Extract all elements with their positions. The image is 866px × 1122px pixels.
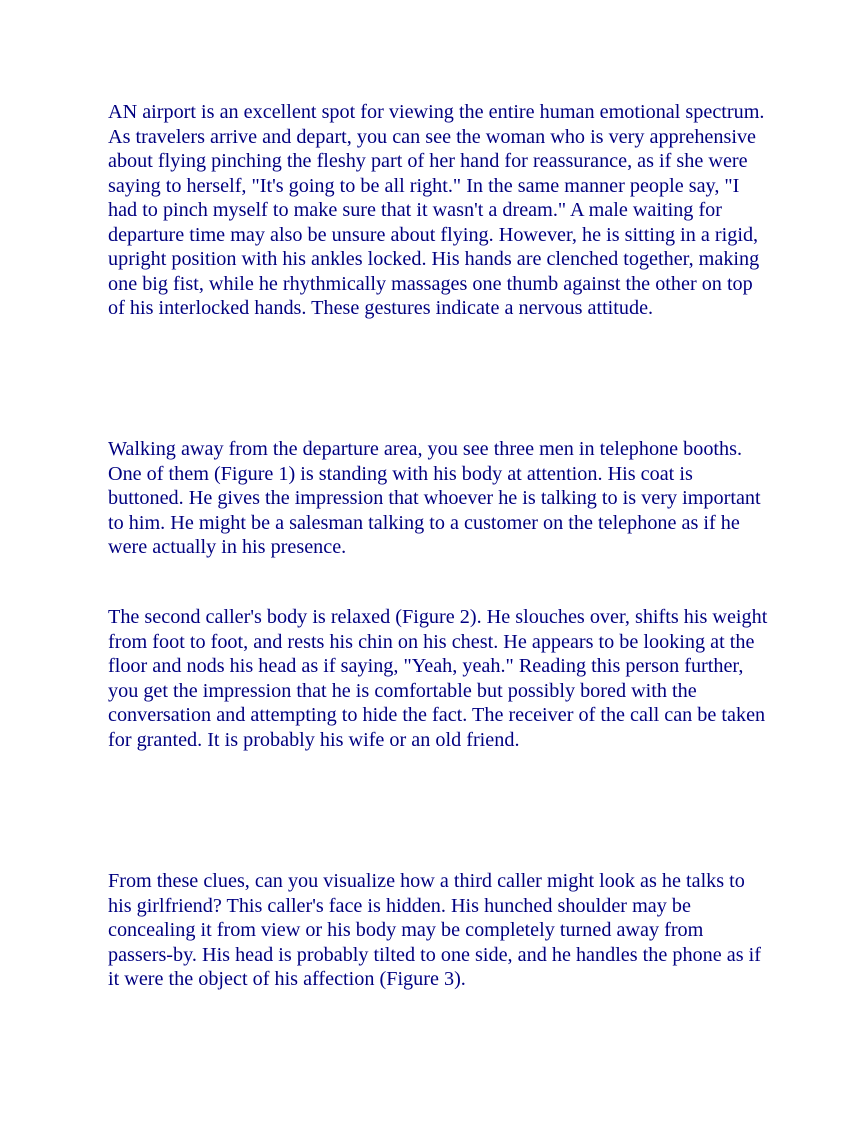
paragraph-third-caller: From these clues, can you visualize how a third caller might look as he talks to his girlfriend? This caller's face is hidden. His hunched shoulder may be concealing it from view or his body may be completely turned away from passers-by. His head is probably tilted to one side, and he handles the phone as if it were the object of his affection (Figure 3). — [108, 870, 761, 990]
paragraph-airport-intro: AN airport is an excellent spot for viewing the entire human emotional spectrum. As travelers arrive and depart, you can see the woman who is very apprehensive about flying pinching the fleshy part of her hand for reassurance, as if she were saying to herself, "It's going to be all right." In the same manner people say, "I had to pinch myself to make sure that it wasn't a dream." A male waiting for departure time may also be unsure about flying. However, he is sitting in a rigid, upright position with his ankles locked. His hands are clenched together, making one big fist, while he rhythmically massages one thumb against the other on top of his interlocked hands. These gestures indicate a nervous attitude. — [108, 101, 765, 319]
paragraph-first-caller: Walking away from the departure area, you see three men in telephone booths. One of them (Figure 1) is standing with his body at attention. His coat is buttoned. He gives the impression that whoever he is talking to is very important to him. He might be a salesman talking to a customer on the telephone as if he were actually in his presence. — [108, 438, 761, 558]
paragraph-second-caller: The second caller's body is relaxed (Figure 2). He slouches over, shifts his weight from foot to foot, and rests his chin on his chest. He appears to be looking at the floor and nods his head as if saying, "Yeah, yeah." Reading this person further, you get the impression that he is comfortable but possibly bored with the conversation and attempting to hide the fact. The receiver of the call can be taken for granted. It is probably his wife or an old friend. — [108, 606, 768, 751]
